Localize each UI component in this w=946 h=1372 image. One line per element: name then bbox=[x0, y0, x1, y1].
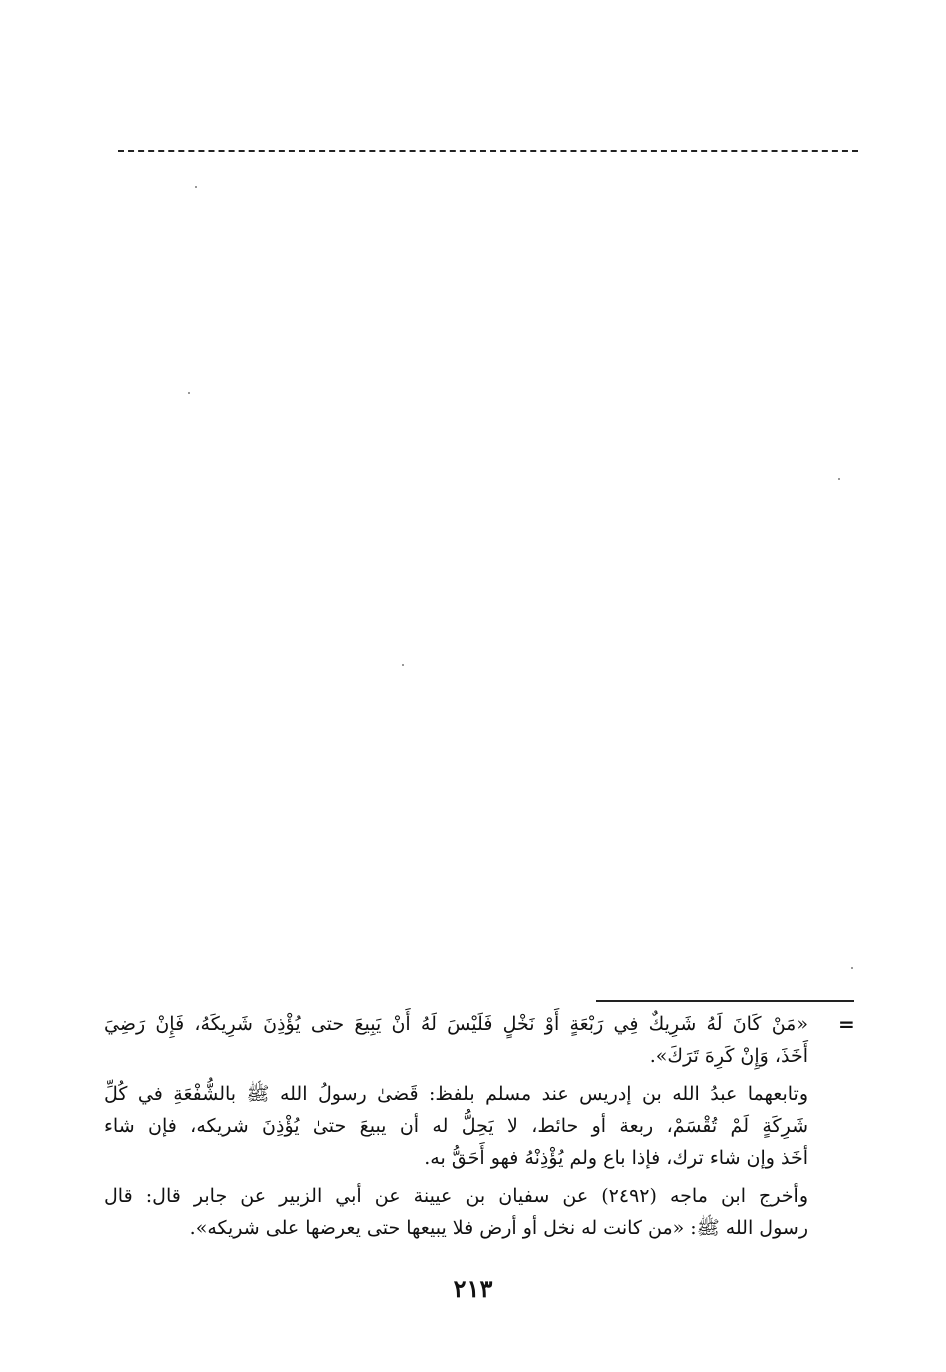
footnote-paragraph-2 bbox=[104, 1078, 808, 1174]
header-dashed-rule bbox=[118, 150, 858, 152]
footnote-line: شَرِكَةٍ لَمْ تُقْسَمْ، ربعة أو حائط، لا يَحِلُّ له أن يبيعَ حتىٰ يُؤْذِنَ شريكه، فإن شاء bbox=[104, 1115, 808, 1137]
footnote-paragraph-3 bbox=[104, 1180, 808, 1244]
footnote-paragraph-1 bbox=[104, 1008, 808, 1072]
page-number: ٢١٣ bbox=[453, 1274, 493, 1303]
scan-speck bbox=[188, 392, 190, 394]
scan-speck bbox=[851, 967, 853, 969]
footnote-line: «مَنْ كَانَ لَهُ شَرِيكٌ فِي رَبْعَةٍ أَوْ نَخْلٍ فَلَيْسَ لَهُ أَنْ يَبِيعَ حتى يُؤْذِنَ شَرِيكَهُ، فَإِنْ رَضِيَ bbox=[104, 1013, 808, 1035]
footnote-line: وتابعهما عبدُ الله بن إدريس عند مسلم بلفظ: قَضىٰ رسولُ الله ﷺ بالشُّفْعَةِ في كُلِّ bbox=[104, 1083, 808, 1105]
scan-speck bbox=[838, 478, 840, 480]
footnote-separator-rule bbox=[596, 1000, 854, 1002]
continuation-marker: = bbox=[838, 1012, 855, 1036]
footnotes-block bbox=[104, 1008, 808, 1250]
footnote-line: رسول الله ﷺ: «من كانت له نخل أو أرض فلا يبيعها حتى يعرضها على شريكه». bbox=[189, 1217, 808, 1239]
scan-speck bbox=[195, 186, 197, 188]
scan-speck bbox=[402, 664, 404, 666]
footnote-line: أَخَذَ، وَإِنْ كَرِهَ تَرَكَ». bbox=[649, 1045, 808, 1067]
footnote-line: أخَذ وإن شاء ترك، فإذا باع ولم يُؤْذِنْهُ فهو أَحَقُّ به. bbox=[424, 1147, 808, 1169]
footnote-line: وأخرج ابن ماجه (٢٤٩٢) عن سفيان بن عيينة عن أبي الزبير عن جابر قال: قال bbox=[104, 1185, 808, 1207]
